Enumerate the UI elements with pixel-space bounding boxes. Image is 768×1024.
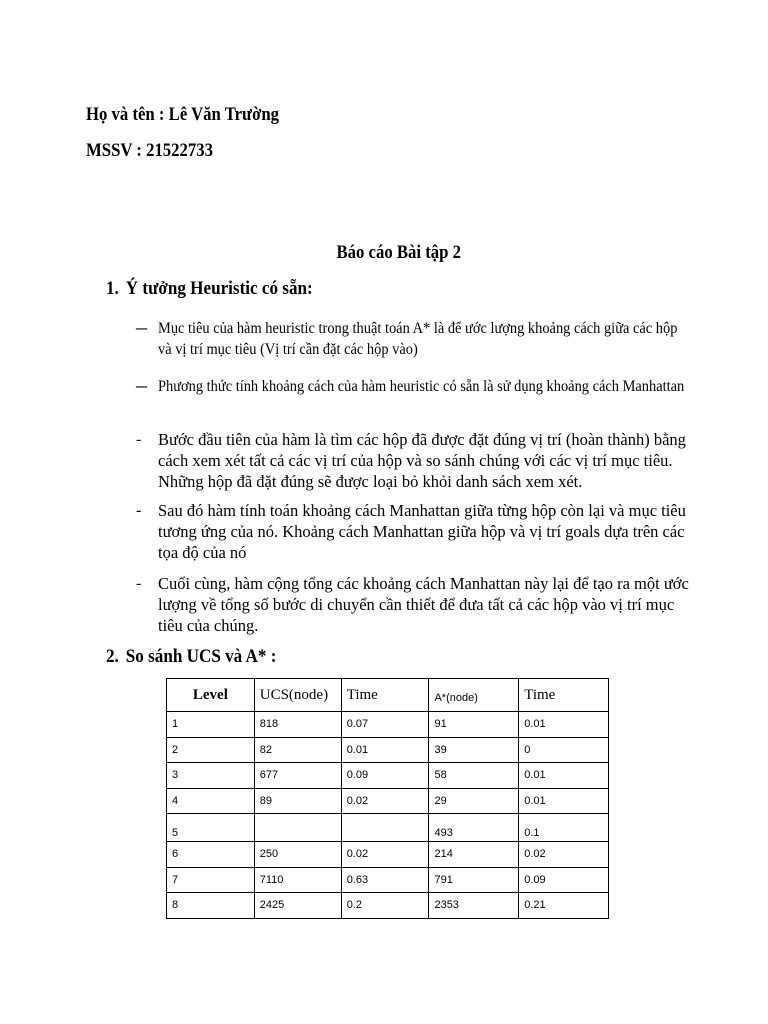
header-astar-time: Time bbox=[519, 679, 609, 712]
cell-astar-time: 0 bbox=[519, 737, 609, 763]
cell-ucs-time: 0.09 bbox=[341, 763, 429, 789]
table-row bbox=[167, 737, 609, 763]
student-name-line: Họ và tên : Lê Văn Trường bbox=[86, 104, 280, 125]
table-row bbox=[167, 867, 609, 893]
cell-level: 1 bbox=[167, 712, 255, 738]
cell-ucs-time bbox=[341, 814, 429, 842]
cell-level: 4 bbox=[167, 788, 255, 814]
cell-ucs-node: 82 bbox=[254, 737, 341, 763]
cell-astar-node: 39 bbox=[429, 737, 519, 763]
cell-astar-node: 2353 bbox=[429, 893, 519, 919]
header-ucs-node: UCS(node) bbox=[254, 679, 341, 712]
table-row bbox=[167, 788, 609, 814]
cell-level: 2 bbox=[167, 737, 255, 763]
cell-ucs-node bbox=[254, 814, 341, 842]
cell-ucs-time: 0.63 bbox=[341, 867, 429, 893]
section-1-heading: 1. Ý tưởng Heuristic có sẵn: bbox=[106, 278, 313, 299]
cell-ucs-node: 7110 bbox=[254, 867, 341, 893]
cell-astar-time: 0.1 bbox=[519, 814, 609, 842]
cell-astar-node: 91 bbox=[429, 712, 519, 738]
cell-ucs-node: 818 bbox=[254, 712, 341, 738]
cell-ucs-time: 0.07 bbox=[341, 712, 429, 738]
cell-ucs-node: 250 bbox=[254, 842, 341, 868]
cell-astar-time: 0.21 bbox=[519, 893, 609, 919]
section-2-heading: 2. So sánh UCS và A* : bbox=[106, 646, 277, 667]
table-row bbox=[167, 814, 609, 842]
table-row bbox=[167, 893, 609, 919]
cell-astar-node: 791 bbox=[429, 867, 519, 893]
header-ucs-time: Time bbox=[341, 679, 429, 712]
bullet-item: - Sau đó hàm tính toán khoảng cách Manhattan giữa từng hộp còn lại và mục tiêu tương ứng của nó. Khoảng cách Manhattan giữa hộp và vị trí goals dựa trên các tọa độ của nó bbox=[136, 501, 686, 562]
cell-level: 5 bbox=[167, 814, 255, 842]
cell-astar-time: 0.01 bbox=[519, 788, 609, 814]
cell-ucs-time: 0.02 bbox=[341, 842, 429, 868]
cell-level: 7 bbox=[167, 867, 255, 893]
cell-astar-node: 58 bbox=[429, 763, 519, 789]
cell-level: 8 bbox=[167, 893, 255, 919]
comparison-table bbox=[166, 678, 609, 919]
cell-ucs-time: 0.2 bbox=[341, 893, 429, 919]
report-title: Báo cáo Bài tập 2 bbox=[336, 242, 462, 263]
cell-astar-time: 0.01 bbox=[519, 712, 609, 738]
bullet-item: – Mục tiêu của hàm heuristic trong thuật toán A* là để ước lượng khoảng cách giữa các hộp và vị trí mục tiêu (Vị trí cần đặt các hộp vào) bbox=[136, 314, 678, 358]
student-id-line: MSSV : 21522733 bbox=[86, 140, 213, 161]
cell-astar-node: 493 bbox=[429, 814, 519, 842]
cell-ucs-time: 0.02 bbox=[341, 788, 429, 814]
table-row bbox=[167, 763, 609, 789]
cell-astar-time: 0.01 bbox=[519, 763, 609, 789]
cell-level: 6 bbox=[167, 842, 255, 868]
bullet-item: - Cuối cùng, hàm cộng tổng các khoảng cách Manhattan này lại để tạo ra một ước lượng về tổng số bước di chuyển cần thiết để đưa tất cả các hộp vào vị trí mục tiêu của chúng. bbox=[136, 574, 689, 635]
bullet-item: - Bước đầu tiên của hàm là tìm các hộp đã được đặt đúng vị trí (hoàn thành) bằng cách xem xét tất cả các vị trí của hộp và so sánh chúng với các vị trí mục tiêu. Những hộp đã đặt đúng sẽ được loại bỏ khỏi danh sách xem xét. bbox=[136, 430, 686, 491]
cell-level: 3 bbox=[167, 763, 255, 789]
table-header-row bbox=[167, 679, 609, 712]
table-row bbox=[167, 712, 609, 738]
cell-ucs-node: 677 bbox=[254, 763, 341, 789]
cell-ucs-node: 89 bbox=[254, 788, 341, 814]
cell-astar-time: 0.02 bbox=[519, 842, 609, 868]
cell-astar-node: 214 bbox=[429, 842, 519, 868]
header-level: Level bbox=[167, 679, 255, 712]
cell-astar-time: 0.09 bbox=[519, 867, 609, 893]
table-row bbox=[167, 842, 609, 868]
cell-ucs-time: 0.01 bbox=[341, 737, 429, 763]
bullet-item: – Phương thức tính khoảng cách của hàm heuristic có sẵn là sử dụng khoảng cách Manhattan bbox=[136, 372, 685, 397]
header-astar-node: A*(node) bbox=[429, 679, 519, 712]
cell-astar-node: 29 bbox=[429, 788, 519, 814]
cell-ucs-node: 2425 bbox=[254, 893, 341, 919]
